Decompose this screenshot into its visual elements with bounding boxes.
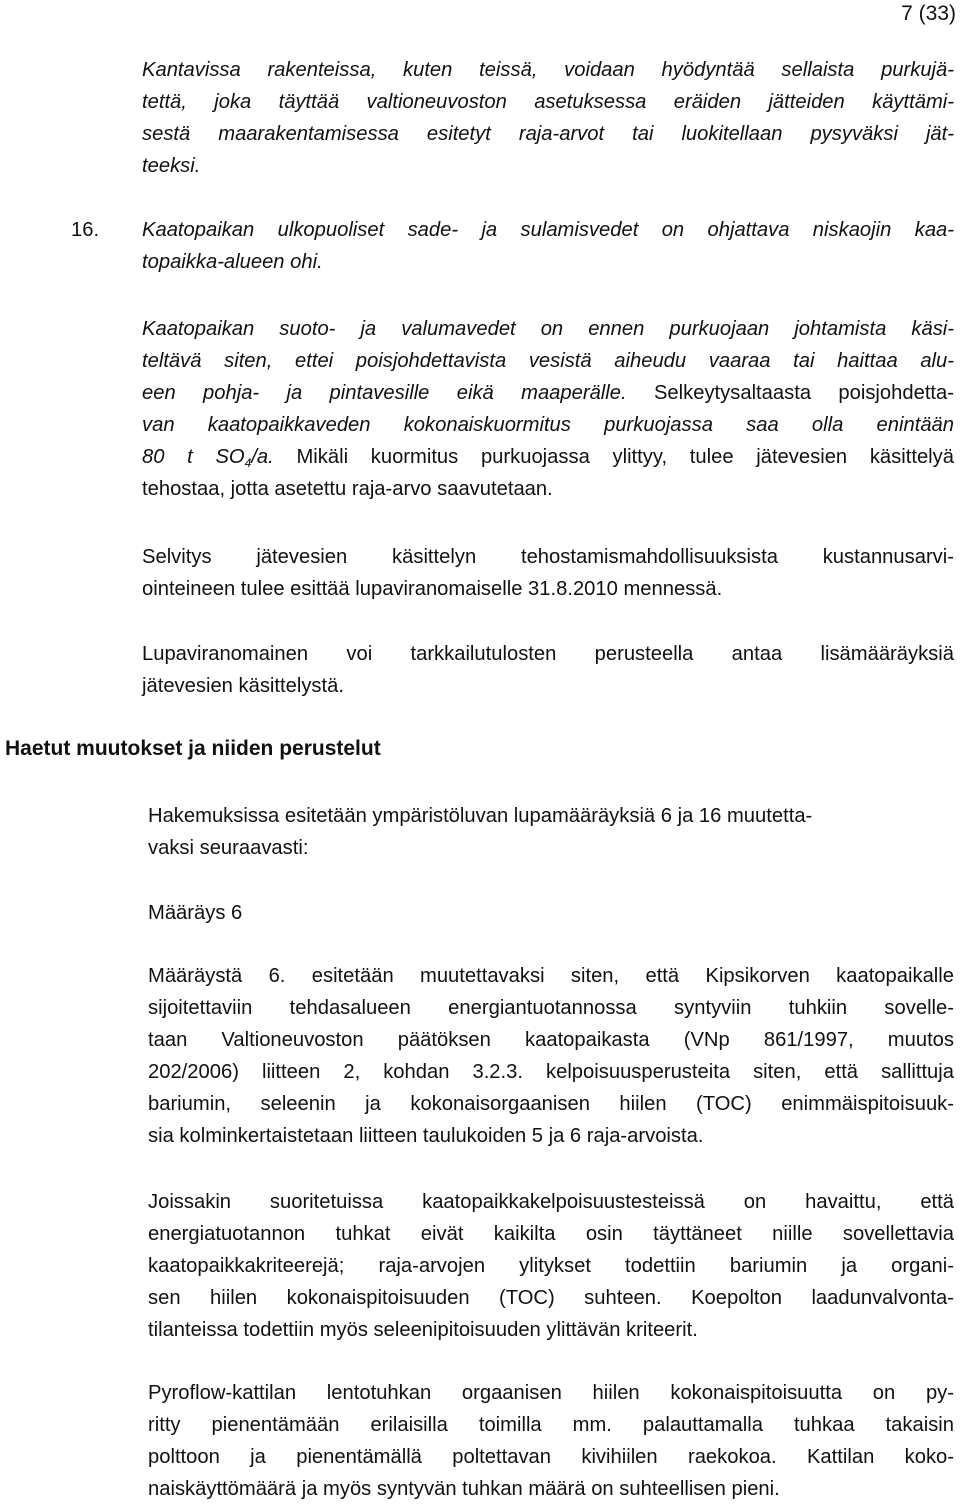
text-line: sijoitettaviin tehdasalueen energiantuotannossa syntyviin tuhkiin sovelle-: [148, 997, 954, 1019]
text-line: vaksi seuraavasti:: [148, 837, 309, 859]
text-line: sia kolminkertaistetaan liitteen taulukoiden 5 ja 6 raja-arvoista.: [148, 1125, 704, 1147]
text-line: ritty pienentämään erilaisilla toimilla mm. palauttamalla tuhkaa takaisin: [148, 1414, 954, 1436]
page-number: 7 (33): [901, 2, 956, 25]
intro-paragraph: [142, 54, 954, 182]
subheading: Määräys 6: [148, 902, 243, 924]
text-line: Kaatopaikan ulkopuoliset sade- ja sulamisvedet on ohjattava niskaojin kaa-: [142, 219, 954, 241]
text-line: kaatopaikkakriteerejä; raja-arvojen ylitykset todettiin bariumin ja organi-: [148, 1255, 954, 1277]
item-16-number: 16.: [71, 219, 100, 241]
text-fragment: /a.: [251, 446, 274, 468]
hakemuksissa-paragraph: [148, 800, 954, 864]
text-fragment: een pohja- ja pintavesille eikä maaperälle.: [142, 382, 627, 404]
lupaviranomainen-paragraph: [142, 638, 954, 702]
text-line: tettä, joka täyttää valtioneuvoston asetuksessa eräiden jätteiden käyttämi-: [142, 91, 954, 113]
text-line: [142, 441, 954, 473]
joissakin-paragraph: [148, 1186, 954, 1346]
item-16-text: [142, 214, 954, 278]
maaraysta-paragraph: [148, 960, 954, 1152]
text-line: Kantavissa rakenteissa, kuten teissä, voidaan hyödyntää sellaista purkujä-: [142, 59, 954, 81]
suoto-paragraph: [142, 313, 954, 505]
text-fragment: Mikäli kuormitus purkuojassa ylittyy, tulee jätevesien käsittelyä: [273, 446, 954, 468]
text-line: tilanteissa todettiin myös seleenipitoisuuden ylittävän kriteerit.: [148, 1319, 698, 1341]
text-line: Kaatopaikan suoto- ja valumavedet on ennen purkuojaan johtamista käsi-: [142, 318, 954, 340]
text-line: tehostaa, jotta asetettu raja-arvo saavutetaan.: [142, 478, 553, 500]
text-line: polttoon ja pienentämällä poltettavan kivihiilen raekokoa. Kattilan koko-: [148, 1446, 954, 1468]
text-line: energiatuotannon tuhkat eivät kaikilta osin täyttäneet niille sovellettavia: [148, 1223, 954, 1245]
text-line: sen hiilen kokonaispitoisuuden (TOC) suhteen. Koepolton laadunvalvonta-: [148, 1287, 954, 1309]
text-line: Pyroflow-kattilan lentotuhkan orgaanisen hiilen kokonaispitoisuutta on py-: [148, 1382, 954, 1404]
text-line: Lupaviranomainen voi tarkkailutulosten perusteella antaa lisämääräyksiä: [142, 643, 954, 665]
subscript: 4: [244, 456, 252, 470]
text-line: 202/2006) liitteen 2, kohdan 3.2.3. kelpoisuusperusteita siten, että sallittuja: [148, 1061, 954, 1083]
text-line: taan Valtioneuvoston päätöksen kaatopaikasta (VNp 861/1997, muutos: [148, 1029, 954, 1051]
text-line: topaikka-alueen ohi.: [142, 251, 323, 273]
text-line: jätevesien käsittelystä.: [142, 675, 344, 697]
text-line: Hakemuksissa esitetään ympäristöluvan lupamääräyksiä 6 ja 16 muutetta-: [148, 805, 813, 827]
text-line: van kaatopaikkaveden kokonaiskuormitus purkuojassa saa olla enintään: [142, 414, 954, 436]
text-line: [142, 377, 954, 409]
text-line: teltävä siten, ettei poisjohdettavista vesistä aiheudu vaaraa tai haittaa alu-: [142, 350, 954, 372]
text-line: Selvitys jätevesien käsittelyn tehostamismahdollisuuksista kustannusarvi-: [142, 546, 954, 568]
text-line: bariumin, seleenin ja kokonaisorgaanisen hiilen (TOC) enimmäispitoisuuk-: [148, 1093, 954, 1115]
text-fragment: 80 t SO: [142, 446, 245, 468]
text-line: ointeineen tulee esittää lupaviranomaiselle 31.8.2010 mennessä.: [142, 578, 723, 600]
selvitys-paragraph: [142, 541, 954, 605]
text-line: teeksi.: [142, 155, 201, 177]
text-line: Joissakin suoritetuissa kaatopaikkakelpoisuustesteissä on havaittu, että: [148, 1191, 954, 1213]
section-heading: Haetut muutokset ja niiden perustelut: [5, 737, 381, 760]
text-line: sestä maarakentamisessa esitetyt raja-arvot tai luokitellaan pysyväksi jät-: [142, 123, 954, 145]
text-line: naiskäyttömäärä ja myös syntyvän tuhkan määrä on suhteellisen pieni.: [148, 1478, 780, 1500]
text-fragment: Selkeytysaltaasta poisjohdetta-: [626, 382, 954, 404]
pyroflow-paragraph: [148, 1377, 954, 1505]
text-line: Määräystä 6. esitetään muutettavaksi siten, että Kipsikorven kaatopaikalle: [148, 965, 954, 987]
